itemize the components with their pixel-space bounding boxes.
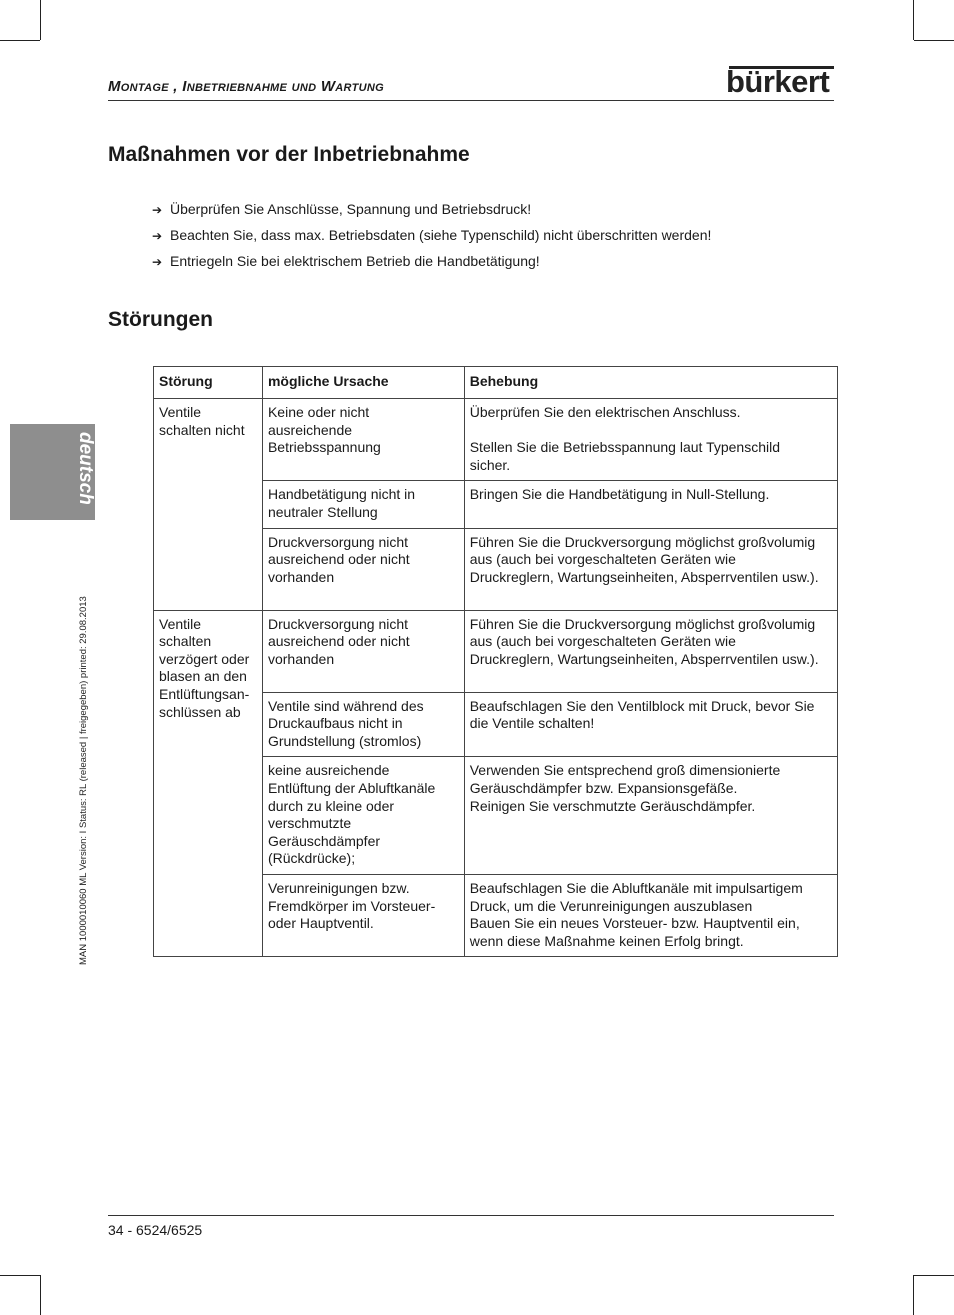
cause-cell: Handbetätigung nicht in neutraler Stellung (262, 481, 464, 528)
section-title-faults: Störungen (108, 308, 213, 331)
crop-mark (0, 1275, 40, 1276)
fault-cell: Ventile schalten nicht (154, 399, 263, 611)
cause-cell: Keine oder nicht ausreichende Betriebsspannung (262, 399, 464, 481)
crop-mark (40, 0, 41, 40)
arrow-icon: ➔ (152, 203, 163, 217)
cause-cell: Druckversorgung nicht ausreichend oder nicht vorhanden (262, 528, 464, 610)
remedy-cell: Führen Sie die Druckversorgung möglichst großvolumig aus (auch bei vorgeschalteten Geräten wie Druckreglern, Wartungseinheiten, Absperrventilen usw.). (464, 610, 837, 692)
table-row (154, 399, 838, 481)
remedy-cell: Beaufschlagen Sie den Ventilblock mit Druck, bevor Sie die Ventile schalten! (464, 692, 837, 757)
remedy-cell: Beaufschlagen Sie die Abluftkanäle mit impulsartigem Druck, um die Verunreinigungen auszublasen Bauen Sie ein neues Vorsteuer- bzw. Hauptventil ein, wenn diese Maßnahme keinen Erfolg bringt. (464, 874, 837, 956)
document-meta: MAN 1000010060 ML Version: I Status: RL (released | freigegeben) printed: 29.08.2013 (78, 596, 89, 965)
crop-mark (914, 40, 954, 41)
table-row (154, 610, 838, 692)
list-item: ➔ Beachten Sie, dass max. Betriebsdaten (siehe Typenschild) nicht überschritten werden! (152, 225, 711, 251)
fault-table (153, 366, 838, 957)
crop-mark (913, 1275, 914, 1315)
footer-rule (108, 1215, 834, 1216)
pre-commissioning-list (152, 199, 711, 277)
crop-mark (40, 1275, 41, 1315)
list-item: ➔ Überprüfen Sie Anschlüsse, Spannung und Betriebsdruck! (152, 199, 711, 225)
cause-cell: Ventile sind während des Druckaufbaus nicht in Grundstellung (stromlos) (262, 692, 464, 757)
page-number: 34 - 6524/6525 (108, 1222, 203, 1238)
crop-mark (913, 0, 914, 40)
crop-mark (0, 40, 40, 41)
arrow-icon: ➔ (152, 229, 163, 243)
column-header: mögliche Ursache (262, 367, 464, 399)
remedy-cell: Bringen Sie die Handbetätigung in Null-Stellung. (464, 481, 837, 528)
language-tab-label: deutsch (75, 432, 96, 505)
cause-cell: keine ausreichende Entlüftung der Abluftkanäle durch zu kleine oder verschmutzte Geräuschdämpfer (Rückdrücke); (262, 757, 464, 875)
running-header: Montage , Inbetriebnahme und Wartung (108, 78, 384, 95)
section-title-pre-commissioning: Maßnahmen vor der Inbetriebnahme (108, 143, 470, 166)
remedy-cell: Verwenden Sie entsprechend groß dimensionierte Geräuschdämpfer bzw. Expansionsgefäße. Reinigen Sie verschmutzte Geräuschdämpfer. (464, 757, 837, 875)
column-header: Behebung (464, 367, 837, 399)
crop-mark (914, 1275, 954, 1276)
remedy-cell: Führen Sie die Druckversorgung möglichst großvolumig aus (auch bei vorgeschalteten Geräten wie Druckreglern, Wartungseinheiten, Absperrventilen usw.). (464, 528, 837, 610)
remedy-cell: Überprüfen Sie den elektrischen Anschluss. Stellen Sie die Betriebsspannung laut Typenschild sicher. (464, 399, 837, 481)
cause-cell: Verunreinigungen bzw. Fremdkörper im Vorsteuer- oder Hauptventil. (262, 874, 464, 956)
brand-logo: bürkert (726, 64, 830, 99)
list-item: ➔ Entriegeln Sie bei elektrischem Betrieb die Handbetätigung! (152, 251, 711, 277)
cause-cell: Druckversorgung nicht ausreichend oder nicht vorhanden (262, 610, 464, 692)
column-header: Störung (154, 367, 263, 399)
fault-cell: Ventile schalten verzögert oder blasen an den Entlüftungsan- schlüssen ab (154, 610, 263, 957)
header-rule (108, 100, 834, 101)
table-header-row (154, 367, 838, 399)
arrow-icon: ➔ (152, 255, 163, 269)
